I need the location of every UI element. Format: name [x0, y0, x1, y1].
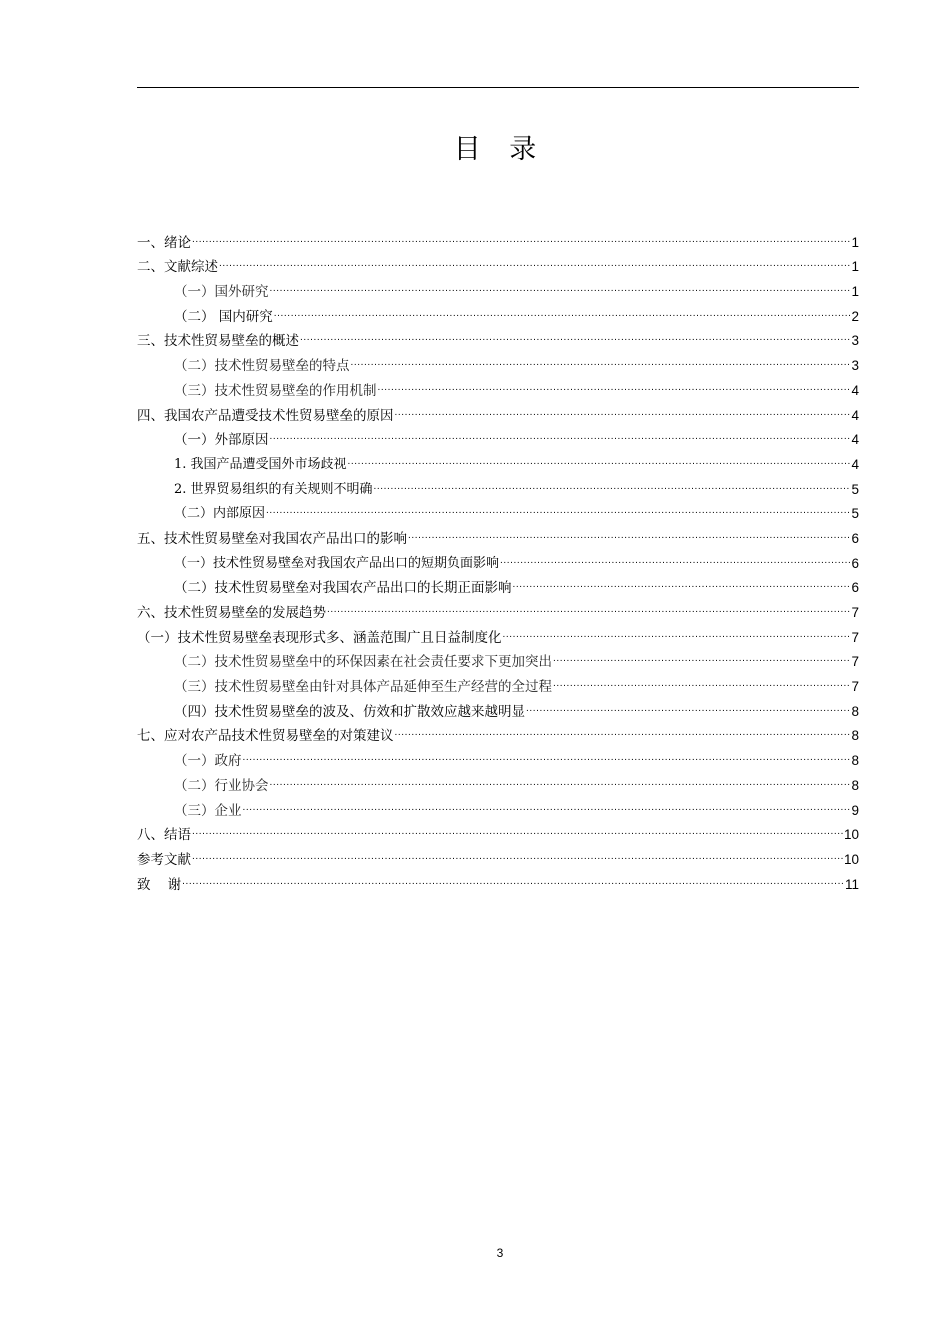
toc-entry-text: 七、应对农产品技术性贸易壁垒的对策建议 — [137, 728, 394, 745]
toc-entry-page: 7 — [851, 605, 859, 620]
toc-entry-text: 五、技术性贸易壁垒对我国农产品出口的影响 — [137, 530, 407, 547]
toc-entry[interactable] — [137, 227, 859, 252]
toc-entry-page: 8 — [851, 753, 859, 769]
toc-entry[interactable] — [137, 252, 859, 277]
toc-entry-text: 一、绪论 — [137, 234, 191, 251]
toc-entry[interactable] — [137, 721, 859, 746]
toc-leader-dots — [526, 703, 850, 721]
toc-entry-text: （三）技术性贸易壁垒的作用机制 — [174, 382, 377, 399]
toc-entry[interactable] — [137, 523, 859, 548]
toc-entry-page: 6 — [851, 555, 859, 571]
toc-leader-dots — [266, 505, 850, 523]
toc-leader-dots — [270, 283, 851, 301]
toc-entry[interactable] — [137, 276, 859, 301]
toc-entry-page: 2 — [851, 308, 859, 324]
toc-leader-dots — [395, 407, 851, 425]
page-title: 目 录 — [453, 134, 547, 165]
toc-entry[interactable] — [137, 548, 859, 573]
toc-entry[interactable] — [137, 622, 859, 647]
toc-entry-text: 2. 世界贸易组织的有关规则不明确 — [174, 481, 373, 497]
toc-entry-page: 8 — [851, 728, 859, 744]
toc-entry-page: 1 — [851, 234, 859, 250]
toc-entry-text: （一）技术性贸易壁垒表现形式多、涵盖范围广且日益制度化 — [137, 629, 502, 646]
toc-entry-page: 6 — [851, 530, 859, 546]
toc-entry-page: 1 — [851, 284, 859, 300]
toc-entry-page: 7 — [851, 679, 859, 695]
toc-entry-page: 4 — [851, 407, 859, 423]
toc-leader-dots — [378, 382, 851, 400]
toc-entry-text: （二） 国内研究 — [174, 308, 273, 325]
toc-leader-dots — [219, 258, 850, 276]
toc-entry[interactable] — [137, 449, 859, 474]
toc-leader-dots — [192, 851, 843, 869]
toc-entry-text: 参考文献 — [137, 851, 191, 868]
toc-entry[interactable] — [137, 350, 859, 375]
toc-entry-page: 7 — [851, 629, 859, 645]
toc-leader-dots — [553, 653, 850, 671]
toc-entry-page: 7 — [851, 654, 859, 670]
toc-entry-page: 4 — [851, 382, 859, 398]
toc-entry-page: 5 — [851, 481, 859, 497]
toc-entry[interactable] — [137, 647, 859, 672]
toc-leader-dots — [500, 555, 850, 573]
toc-entry-text: （一）技术性贸易壁垒对我国农产品出口的短期负面影响 — [174, 555, 500, 571]
toc-leader-dots — [182, 876, 844, 894]
toc-entry[interactable] — [137, 573, 859, 598]
toc-entry-page: 10 — [843, 827, 859, 843]
toc-leader-dots — [300, 332, 850, 350]
toc-leader-dots — [270, 777, 851, 795]
toc-entry-text: 二、文献综述 — [137, 259, 218, 276]
toc-leader-dots — [351, 357, 851, 375]
toc-entry-text: （二）内部原因 — [174, 506, 266, 522]
toc-entry-page: 6 — [851, 580, 859, 596]
toc-entry-page: 10 — [843, 851, 859, 867]
toc-entry-text: （二）技术性贸易壁垒中的环保因素在社会责任要求下更加突出 — [174, 654, 552, 671]
table-of-contents — [137, 227, 859, 894]
toc-entry-text: 三、技术性贸易壁垒的概述 — [137, 333, 299, 350]
toc-entry-page: 8 — [851, 703, 859, 719]
toc-entry-text: （二）技术性贸易壁垒对我国农产品出口的长期正面影响 — [174, 580, 512, 597]
toc-entry-text: （一）外部原因 — [174, 432, 269, 449]
toc-entry[interactable] — [137, 770, 859, 795]
toc-leader-dots — [374, 481, 851, 499]
toc-leader-dots — [243, 752, 851, 770]
toc-entry-page: 4 — [851, 432, 859, 448]
toc-entry[interactable] — [137, 745, 859, 770]
toc-leader-dots — [270, 431, 851, 449]
header-rule — [137, 87, 859, 88]
toc-entry-text: 四、我国农产品遭受技术性贸易壁垒的原因 — [137, 407, 394, 424]
toc-leader-dots — [192, 234, 850, 252]
toc-entry[interactable] — [137, 671, 859, 696]
toc-entry[interactable] — [137, 425, 859, 450]
toc-leader-dots — [395, 727, 851, 745]
toc-entry-text: （二）行业协会 — [174, 777, 269, 794]
toc-leader-dots — [408, 530, 850, 548]
toc-entry-text: （一）政府 — [174, 753, 242, 770]
toc-leader-dots — [327, 604, 850, 622]
toc-leader-dots — [274, 308, 851, 326]
toc-entry-page: 4 — [851, 456, 859, 472]
toc-entry-text: （三）企业 — [174, 802, 242, 819]
toc-entry[interactable] — [137, 820, 859, 845]
toc-entry[interactable] — [137, 795, 859, 820]
toc-entry-page: 11 — [844, 876, 859, 892]
toc-leader-dots — [243, 802, 851, 820]
toc-entry-page: 3 — [851, 333, 859, 349]
page-number: 3 — [496, 1246, 504, 1260]
toc-entry[interactable] — [137, 400, 859, 425]
toc-entry[interactable] — [137, 696, 859, 721]
toc-leader-dots — [192, 826, 843, 844]
toc-entry-text: （三）技术性贸易壁垒由针对具体产品延伸至生产经营的全过程 — [174, 679, 552, 696]
toc-entry-text: 八、结语 — [137, 827, 191, 844]
toc-entry[interactable] — [137, 375, 859, 400]
toc-entry-text: （二）技术性贸易壁垒的特点 — [174, 358, 350, 375]
toc-entry[interactable] — [137, 869, 859, 894]
toc-entry[interactable] — [137, 597, 859, 622]
toc-leader-dots — [348, 456, 851, 474]
toc-entry-text: （一）国外研究 — [174, 284, 269, 301]
toc-entry-page: 8 — [851, 777, 859, 793]
toc-entry-text: 六、技术性贸易壁垒的发展趋势 — [137, 605, 326, 621]
toc-entry[interactable] — [137, 301, 859, 326]
toc-leader-dots — [553, 678, 850, 696]
toc-leader-dots — [503, 629, 851, 647]
toc-entry[interactable] — [137, 474, 859, 499]
toc-entry[interactable] — [137, 499, 859, 524]
toc-entry[interactable] — [137, 844, 859, 869]
toc-entry-page: 5 — [851, 506, 859, 522]
toc-entry-text: 致 谢 — [137, 876, 182, 893]
toc-entry[interactable] — [137, 326, 859, 351]
toc-entry-page: 9 — [851, 802, 859, 818]
toc-entry-page: 3 — [851, 358, 859, 374]
toc-leader-dots — [513, 579, 851, 597]
toc-entry-text: （四）技术性贸易壁垒的波及、仿效和扩散效应越来越明显 — [174, 703, 525, 720]
toc-entry-page: 1 — [851, 259, 859, 275]
toc-entry-text: 1. 我国产品遭受国外市场歧视 — [174, 456, 347, 472]
